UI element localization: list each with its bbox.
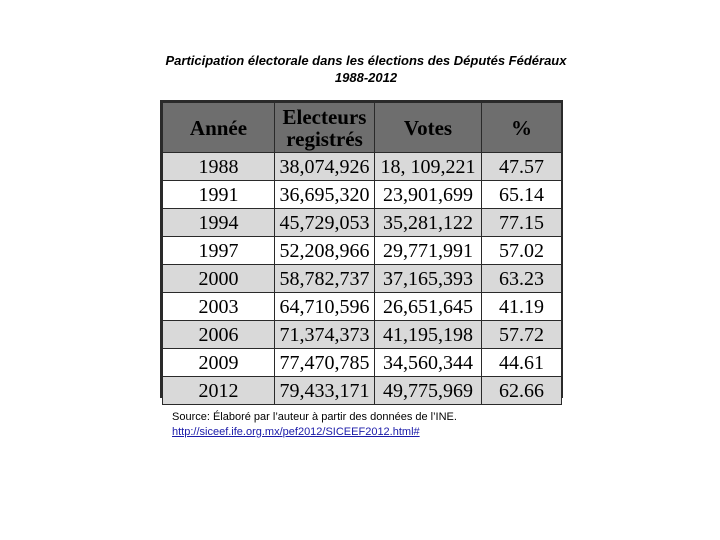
table-row	[163, 209, 562, 237]
cell-votes: 35,281,122	[375, 209, 482, 237]
header-registered-line-2: registrés	[286, 126, 363, 151]
cell-year: 1997	[163, 237, 275, 265]
cell-percent: 77.15	[482, 209, 562, 237]
table-row	[163, 321, 562, 349]
cell-percent: 63.23	[482, 265, 562, 293]
cell-registered: 36,695,320	[275, 181, 375, 209]
header-registered-line-1: Electeurs	[282, 104, 367, 129]
source-text: Source: Élaboré par l’auteur à partir des données de l’INE.	[172, 411, 457, 423]
header-votes: Votes	[375, 103, 482, 153]
cell-year: 2003	[163, 293, 275, 321]
cell-registered: 38,074,926	[275, 153, 375, 181]
source-link[interactable]: http://siceef.ife.org.mx/pef2012/SICEEF2012.html#	[172, 426, 420, 438]
cell-percent: 62.66	[482, 377, 562, 405]
cell-votes: 34,560,344	[375, 349, 482, 377]
cell-registered: 58,782,737	[275, 265, 375, 293]
cell-votes: 29,771,991	[375, 237, 482, 265]
table-row	[163, 349, 562, 377]
cell-percent: 57.02	[482, 237, 562, 265]
cell-year: 2012	[163, 377, 275, 405]
cell-registered: 77,470,785	[275, 349, 375, 377]
data-table	[162, 102, 562, 405]
cell-percent: 47.57	[482, 153, 562, 181]
cell-registered: 71,374,373	[275, 321, 375, 349]
header-percent: %	[482, 103, 562, 153]
cell-year: 1988	[163, 153, 275, 181]
table-row	[163, 153, 562, 181]
document-title	[0, 52, 720, 86]
table-row	[163, 237, 562, 265]
cell-year: 1994	[163, 209, 275, 237]
table-row	[163, 265, 562, 293]
title-line-2: 1988-2012	[334, 70, 398, 85]
cell-year: 2009	[163, 349, 275, 377]
cell-percent: 41.19	[482, 293, 562, 321]
header-registered	[275, 103, 375, 153]
cell-votes: 49,775,969	[375, 377, 482, 405]
cell-votes: 41,195,198	[375, 321, 482, 349]
cell-percent: 44.61	[482, 349, 562, 377]
cell-percent: 57.72	[482, 321, 562, 349]
cell-registered: 64,710,596	[275, 293, 375, 321]
cell-votes: 26,651,645	[375, 293, 482, 321]
cell-year: 2000	[163, 265, 275, 293]
table-row	[163, 377, 562, 405]
cell-registered: 52,208,966	[275, 237, 375, 265]
table-row	[163, 293, 562, 321]
table-body	[163, 153, 562, 405]
participation-table	[160, 100, 563, 402]
title-line-1: Participation électorale dans les élections des Députés Fédéraux	[165, 53, 567, 68]
cell-votes: 23,901,699	[375, 181, 482, 209]
cell-year: 2006	[163, 321, 275, 349]
table-row	[163, 181, 562, 209]
cell-votes: 18, 109,221	[375, 153, 482, 181]
cell-year: 1991	[163, 181, 275, 209]
header-year: Année	[163, 103, 275, 153]
cell-registered: 45,729,053	[275, 209, 375, 237]
source-note	[172, 410, 457, 440]
cell-percent: 65.14	[482, 181, 562, 209]
cell-votes: 37,165,393	[375, 265, 482, 293]
header-row	[163, 103, 562, 153]
cell-registered: 79,433,171	[275, 377, 375, 405]
